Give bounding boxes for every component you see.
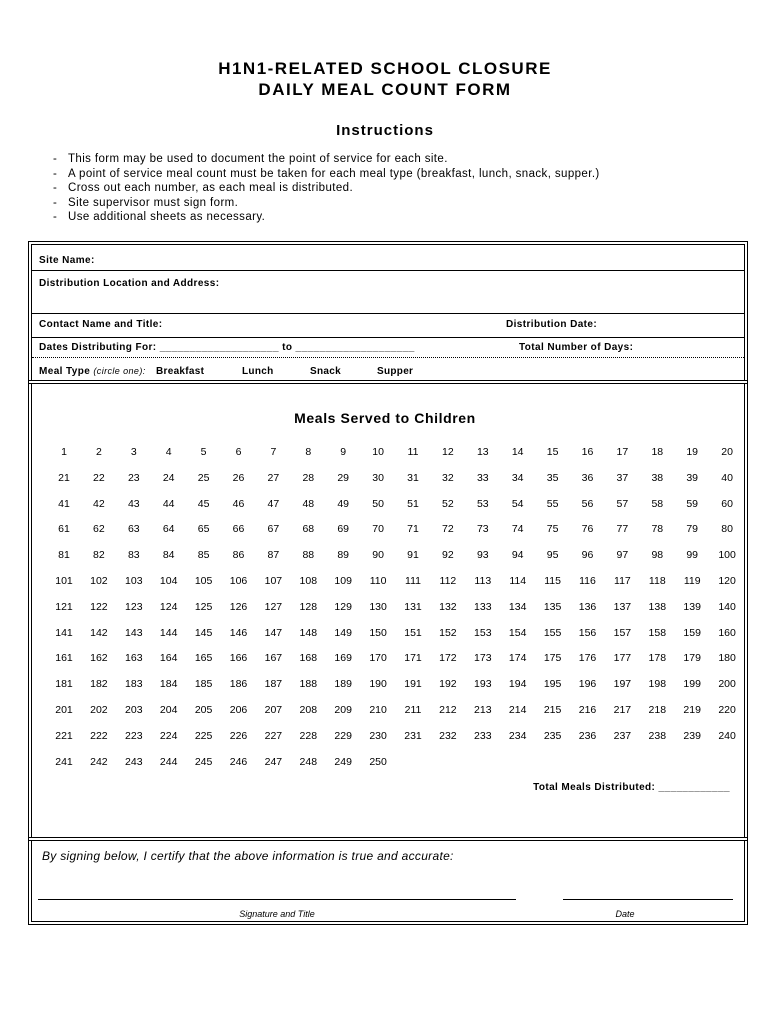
- meal-number[interactable]: 208: [299, 704, 318, 716]
- form-title-line1: H1N1-RELATED SCHOOL CLOSURE: [218, 59, 552, 78]
- meal-type-label: Meal Type (circle one):: [39, 366, 146, 377]
- meal-number[interactable]: 105: [194, 575, 213, 587]
- meal-number[interactable]: 121: [55, 600, 73, 613]
- meal-number[interactable]: 233: [474, 729, 492, 742]
- meal-number[interactable]: 200: [718, 678, 736, 691]
- meal-number[interactable]: 19: [686, 446, 699, 458]
- meal-number[interactable]: 242: [90, 755, 108, 768]
- meal-number[interactable]: 143: [125, 626, 143, 639]
- site-info-box: [31, 244, 745, 381]
- meal-number[interactable]: 51: [407, 497, 419, 510]
- meal-number[interactable]: 165: [194, 652, 213, 665]
- meal-number[interactable]: 151: [404, 626, 422, 639]
- meal-number[interactable]: 196: [578, 678, 597, 691]
- meal-number[interactable]: 102: [90, 575, 108, 587]
- meal-number[interactable]: 66: [232, 523, 245, 536]
- meal-number[interactable]: 78: [651, 523, 664, 536]
- meal-number[interactable]: 218: [648, 704, 667, 716]
- meal-number[interactable]: 142: [90, 626, 108, 639]
- meal-number[interactable]: 64: [162, 523, 175, 536]
- meal-number[interactable]: 248: [299, 755, 318, 768]
- meal-number[interactable]: 43: [127, 497, 140, 510]
- meal-number[interactable]: 213: [474, 704, 492, 716]
- meal-number[interactable]: 32: [442, 471, 454, 484]
- meal-number[interactable]: 140: [718, 600, 736, 613]
- meal-number[interactable]: 83: [127, 549, 140, 562]
- meal-number[interactable]: 238: [648, 729, 667, 742]
- meal-number[interactable]: 126: [229, 600, 248, 613]
- meal-number[interactable]: 215: [543, 704, 562, 716]
- meal-number[interactable]: 93: [476, 549, 489, 562]
- meal-number[interactable]: 223: [125, 729, 143, 742]
- meal-number[interactable]: 236: [578, 729, 597, 742]
- meal-number[interactable]: 137: [613, 600, 632, 613]
- meal-number[interactable]: 180: [718, 652, 736, 665]
- instructions-heading: Instructions: [336, 122, 434, 139]
- meal-number[interactable]: 99: [686, 549, 699, 562]
- meal-number[interactable]: 141: [55, 626, 73, 639]
- date-caption: Date: [615, 909, 635, 919]
- meals-heading: Meals Served to Children: [294, 410, 476, 426]
- meal-number[interactable]: 199: [683, 678, 701, 691]
- meal-number[interactable]: 220: [718, 704, 736, 716]
- meal-number[interactable]: 30: [372, 471, 384, 484]
- meal-number[interactable]: 68: [302, 523, 315, 536]
- meal-number[interactable]: 249: [334, 755, 352, 768]
- meal-number[interactable]: 90: [372, 549, 384, 562]
- meal-number[interactable]: 245: [194, 755, 213, 768]
- meal-number[interactable]: 72: [442, 523, 454, 536]
- meal-number[interactable]: 235: [543, 729, 562, 742]
- meal-number[interactable]: 12: [442, 446, 454, 458]
- meal-number[interactable]: 202: [90, 704, 108, 716]
- meal-number[interactable]: 87: [267, 549, 280, 562]
- meal-number[interactable]: 36: [581, 471, 594, 484]
- signature-line[interactable]: [38, 899, 516, 900]
- meal-number[interactable]: 127: [264, 600, 283, 613]
- meal-number[interactable]: 117: [614, 575, 631, 587]
- meal-number[interactable]: 37: [616, 471, 629, 484]
- meal-number[interactable]: 104: [159, 575, 178, 587]
- divider: [32, 337, 744, 338]
- meal-number[interactable]: 40: [721, 471, 733, 484]
- meal-number[interactable]: 207: [264, 704, 283, 716]
- meal-number[interactable]: 185: [194, 678, 213, 691]
- meal-number[interactable]: 65: [197, 523, 210, 536]
- location-field[interactable]: Distribution Location and Address:: [39, 278, 220, 289]
- instructions-list: [53, 152, 600, 225]
- meal-number[interactable]: 46: [232, 497, 245, 510]
- meal-number[interactable]: 168: [299, 652, 318, 665]
- meal-number[interactable]: 148: [299, 626, 318, 639]
- meal-number[interactable]: 82: [93, 549, 105, 562]
- meal-number[interactable]: 147: [264, 626, 283, 639]
- meal-number[interactable]: 3: [130, 446, 137, 458]
- instruction-item: - Cross out each number, as each meal is distributed.: [53, 182, 354, 194]
- meal-number[interactable]: 193: [474, 678, 492, 691]
- meal-number[interactable]: 153: [474, 626, 492, 639]
- meal-number[interactable]: 63: [127, 523, 140, 536]
- meal-number[interactable]: 11: [407, 446, 419, 458]
- meal-number[interactable]: 14: [511, 446, 524, 458]
- meal-number[interactable]: 114: [509, 575, 527, 587]
- meal-option-snack[interactable]: Snack: [310, 366, 341, 377]
- meal-number[interactable]: 111: [405, 575, 421, 587]
- meal-number[interactable]: 231: [404, 729, 422, 742]
- meal-number[interactable]: 205: [194, 704, 213, 716]
- meal-number[interactable]: 230: [369, 729, 387, 742]
- meal-number[interactable]: 10: [372, 446, 384, 458]
- meal-number[interactable]: 203: [125, 704, 143, 716]
- meal-number[interactable]: 110: [369, 575, 387, 587]
- meal-number[interactable]: 229: [334, 729, 352, 742]
- meal-number[interactable]: 77: [616, 523, 629, 536]
- meal-number[interactable]: 184: [159, 678, 178, 691]
- meal-number[interactable]: 39: [686, 471, 699, 484]
- meal-number[interactable]: 210: [369, 704, 387, 716]
- meal-number[interactable]: 159: [683, 626, 701, 639]
- meal-number[interactable]: 1: [61, 446, 67, 458]
- meal-number[interactable]: 166: [229, 652, 248, 665]
- meal-number[interactable]: 98: [651, 549, 664, 562]
- meal-number[interactable]: 167: [264, 652, 283, 665]
- meal-number[interactable]: 234: [508, 729, 527, 742]
- meal-number[interactable]: 135: [543, 600, 562, 613]
- meal-number[interactable]: 7: [270, 446, 277, 458]
- meal-number[interactable]: 150: [369, 626, 387, 639]
- meal-number[interactable]: 15: [546, 446, 559, 458]
- meal-number[interactable]: 134: [508, 600, 527, 613]
- meal-number[interactable]: 54: [511, 497, 524, 510]
- meal-number[interactable]: 95: [546, 549, 559, 562]
- meal-number[interactable]: 212: [439, 704, 457, 716]
- meal-number[interactable]: 69: [337, 523, 350, 536]
- meal-number[interactable]: 175: [543, 652, 562, 665]
- meal-number[interactable]: 45: [197, 497, 210, 510]
- meal-number[interactable]: 74: [511, 523, 524, 536]
- meal-number[interactable]: 211: [404, 704, 422, 716]
- meal-number[interactable]: 183: [125, 678, 143, 691]
- divider: [32, 270, 744, 271]
- meal-option-lunch[interactable]: Lunch: [242, 366, 274, 377]
- meal-number[interactable]: 124: [159, 600, 178, 613]
- meal-number[interactable]: 112: [439, 575, 457, 587]
- meal-number[interactable]: 59: [686, 497, 699, 510]
- meal-number[interactable]: 71: [407, 523, 419, 536]
- meal-number[interactable]: 174: [508, 652, 527, 665]
- meal-number[interactable]: 170: [369, 652, 387, 665]
- meal-number[interactable]: 53: [476, 497, 489, 510]
- meal-option-breakfast[interactable]: Breakfast: [156, 366, 205, 377]
- meal-number[interactable]: 227: [264, 729, 283, 742]
- meal-number[interactable]: 118: [648, 575, 666, 587]
- meal-number[interactable]: 94: [511, 549, 524, 562]
- meal-number[interactable]: 76: [581, 523, 594, 536]
- meal-number[interactable]: 108: [299, 575, 318, 587]
- meal-number[interactable]: 217: [613, 704, 632, 716]
- meal-number[interactable]: 33: [476, 471, 489, 484]
- meal-number[interactable]: 38: [651, 471, 664, 484]
- divider: [32, 313, 744, 314]
- form-title-line2: DAILY MEAL COUNT FORM: [258, 80, 512, 99]
- meal-number[interactable]: 28: [302, 471, 315, 484]
- meal-number[interactable]: 144: [159, 626, 178, 639]
- meal-number[interactable]: 58: [651, 497, 664, 510]
- meal-number[interactable]: 197: [613, 678, 632, 691]
- meal-number[interactable]: 162: [90, 652, 108, 665]
- meal-number[interactable]: 8: [305, 446, 312, 458]
- meal-number[interactable]: 198: [648, 678, 667, 691]
- meal-number[interactable]: 120: [718, 575, 736, 587]
- meal-number[interactable]: 133: [474, 600, 492, 613]
- meal-number[interactable]: 192: [439, 678, 457, 691]
- meal-number[interactable]: 204: [159, 704, 178, 716]
- meal-number[interactable]: 73: [476, 523, 489, 536]
- meal-number[interactable]: 16: [581, 446, 594, 458]
- meal-number[interactable]: 115: [544, 575, 561, 587]
- meal-number[interactable]: 228: [299, 729, 318, 742]
- meal-number[interactable]: 158: [648, 626, 667, 639]
- certification-statement: By signing below, I certify that the above information is true and accurate:: [42, 849, 454, 863]
- meal-number[interactable]: 107: [264, 575, 283, 587]
- meal-number[interactable]: 13: [476, 446, 489, 458]
- meal-number[interactable]: 177: [613, 652, 632, 665]
- meal-number[interactable]: 75: [546, 523, 559, 536]
- meal-number[interactable]: 101: [55, 575, 73, 587]
- meal-number[interactable]: 154: [508, 626, 527, 639]
- meal-number[interactable]: 176: [578, 652, 597, 665]
- meal-number[interactable]: 35: [546, 471, 559, 484]
- meal-number[interactable]: 9: [340, 446, 347, 458]
- meal-number[interactable]: 42: [93, 497, 105, 510]
- meal-number[interactable]: 172: [439, 652, 457, 665]
- meal-number[interactable]: 81: [58, 549, 70, 562]
- meal-number[interactable]: 57: [616, 497, 629, 510]
- meal-number[interactable]: 84: [162, 549, 175, 562]
- instruction-item: - Use additional sheets as necessary.: [53, 211, 266, 223]
- meal-number[interactable]: 23: [127, 471, 140, 484]
- meal-number[interactable]: 113: [474, 575, 492, 587]
- meal-number[interactable]: 136: [578, 600, 597, 613]
- meal-number[interactable]: 247: [264, 755, 283, 768]
- meal-number[interactable]: 70: [372, 523, 384, 536]
- meal-option-supper[interactable]: Supper: [377, 366, 414, 377]
- meal-number[interactable]: 18: [651, 446, 664, 458]
- meal-number[interactable]: 188: [299, 678, 318, 691]
- meal-number[interactable]: 100: [718, 549, 736, 562]
- meal-number[interactable]: 62: [93, 523, 105, 536]
- meal-number[interactable]: 250: [369, 755, 387, 768]
- site-name-field[interactable]: Site Name:: [39, 255, 95, 266]
- meal-number[interactable]: 138: [648, 600, 667, 613]
- meal-number[interactable]: 244: [159, 755, 178, 768]
- meal-number[interactable]: 178: [648, 652, 667, 665]
- meal-number[interactable]: 132: [439, 600, 457, 613]
- meal-number[interactable]: 48: [302, 497, 315, 510]
- meal-number[interactable]: 79: [686, 523, 699, 536]
- meal-number[interactable]: 116: [579, 575, 596, 587]
- meal-number[interactable]: 239: [683, 729, 701, 742]
- meal-number[interactable]: 222: [90, 729, 108, 742]
- meal-number[interactable]: 125: [194, 600, 213, 613]
- meal-number[interactable]: 214: [508, 704, 527, 716]
- meal-number[interactable]: 164: [159, 652, 178, 665]
- meal-number[interactable]: 4: [165, 446, 172, 458]
- meal-number[interactable]: 189: [334, 678, 352, 691]
- meal-number[interactable]: 5: [200, 446, 207, 458]
- meal-number[interactable]: 29: [337, 471, 350, 484]
- meal-number[interactable]: 128: [299, 600, 318, 613]
- meal-number[interactable]: 190: [369, 678, 387, 691]
- meal-number[interactable]: 97: [616, 549, 629, 562]
- meal-number[interactable]: 56: [581, 497, 594, 510]
- meal-number[interactable]: 61: [58, 523, 70, 536]
- meal-number[interactable]: 49: [337, 497, 350, 510]
- meal-number[interactable]: 221: [55, 729, 73, 742]
- meal-number[interactable]: 80: [721, 523, 733, 536]
- meal-number[interactable]: 206: [229, 704, 248, 716]
- meal-number[interactable]: 119: [683, 575, 701, 587]
- meal-number[interactable]: 109: [334, 575, 352, 587]
- meal-number[interactable]: 6: [235, 446, 242, 458]
- meal-number[interactable]: 25: [197, 471, 210, 484]
- meal-number[interactable]: 225: [194, 729, 213, 742]
- meal-number[interactable]: 169: [334, 652, 352, 665]
- instruction-item: - A point of service meal count must be taken for each meal type (breakfast, lunch, snack, supper.): [53, 167, 600, 180]
- total-meals-field[interactable]: Total Meals Distributed: ____________: [533, 782, 730, 793]
- meal-number[interactable]: 195: [543, 678, 562, 691]
- meal-number[interactable]: 85: [197, 549, 210, 562]
- meal-number[interactable]: 155: [543, 626, 562, 639]
- meal-number[interactable]: 219: [683, 704, 701, 716]
- meal-number[interactable]: 191: [404, 678, 422, 691]
- meal-number[interactable]: 186: [229, 678, 248, 691]
- meal-number[interactable]: 26: [232, 471, 245, 484]
- meal-number[interactable]: 17: [616, 446, 629, 458]
- meal-number[interactable]: 194: [508, 678, 527, 691]
- meal-number[interactable]: 21: [58, 471, 70, 484]
- meal-number[interactable]: 171: [404, 652, 422, 665]
- meal-number[interactable]: 103: [125, 575, 143, 587]
- meal-number[interactable]: 173: [474, 652, 492, 665]
- meal-number[interactable]: 27: [267, 471, 280, 484]
- meal-number[interactable]: 224: [159, 729, 178, 742]
- meal-number[interactable]: 86: [232, 549, 245, 562]
- meal-number[interactable]: 237: [613, 729, 632, 742]
- total-days-field[interactable]: Total Number of Days:: [519, 342, 634, 353]
- distribution-date-field[interactable]: Distribution Date:: [506, 319, 598, 330]
- meal-number[interactable]: 89: [337, 549, 350, 562]
- meal-number[interactable]: 130: [369, 600, 387, 613]
- meal-number[interactable]: 152: [439, 626, 457, 639]
- meal-number[interactable]: 55: [546, 497, 559, 510]
- meal-number[interactable]: 161: [55, 652, 73, 665]
- meal-number[interactable]: 106: [229, 575, 248, 587]
- signature-caption: Signature and Title: [239, 909, 315, 919]
- meal-number[interactable]: 201: [55, 704, 73, 716]
- meal-number[interactable]: 226: [229, 729, 248, 742]
- meal-number[interactable]: 179: [683, 652, 701, 665]
- meal-number[interactable]: 60: [721, 497, 733, 510]
- meal-number[interactable]: 24: [162, 471, 175, 484]
- meal-number[interactable]: 91: [407, 549, 419, 562]
- divider: [32, 357, 744, 358]
- meal-number[interactable]: 44: [162, 497, 175, 510]
- meal-number[interactable]: 139: [683, 600, 701, 613]
- meal-number[interactable]: 34: [511, 471, 524, 484]
- meal-number[interactable]: 31: [407, 471, 419, 484]
- meal-number[interactable]: 246: [229, 755, 248, 768]
- meal-number[interactable]: 145: [194, 626, 213, 639]
- meal-number[interactable]: 163: [125, 652, 143, 665]
- meal-number[interactable]: 96: [581, 549, 594, 562]
- meal-number[interactable]: 67: [267, 523, 280, 536]
- meal-number[interactable]: 157: [613, 626, 632, 639]
- meal-number[interactable]: 160: [718, 626, 736, 639]
- meal-number[interactable]: 146: [229, 626, 248, 639]
- meal-number[interactable]: 241: [55, 755, 73, 768]
- meal-number[interactable]: 129: [334, 600, 352, 613]
- meal-number[interactable]: 20: [721, 446, 733, 458]
- meal-number[interactable]: 41: [58, 497, 70, 510]
- meal-number[interactable]: 88: [302, 549, 315, 562]
- meal-number[interactable]: 232: [439, 729, 457, 742]
- contact-field[interactable]: Contact Name and Title:: [39, 319, 163, 330]
- meal-number[interactable]: 47: [267, 497, 280, 510]
- meal-number[interactable]: 22: [93, 471, 105, 484]
- meal-number[interactable]: 243: [125, 755, 143, 768]
- instruction-item: - Site supervisor must sign form.: [53, 196, 239, 209]
- meal-number[interactable]: 156: [578, 626, 597, 639]
- meal-number[interactable]: 182: [90, 678, 108, 691]
- meal-number[interactable]: 187: [264, 678, 283, 691]
- meal-number[interactable]: 123: [125, 600, 143, 613]
- meal-number[interactable]: 240: [718, 729, 736, 742]
- meal-number[interactable]: 122: [90, 600, 108, 613]
- meal-number[interactable]: 131: [404, 600, 422, 613]
- meal-number[interactable]: 50: [372, 497, 384, 510]
- meal-number[interactable]: 92: [442, 549, 454, 562]
- dates-distributing-field[interactable]: Dates Distributing For: ____________________ to ____________________: [39, 342, 415, 353]
- meal-number[interactable]: 216: [578, 704, 597, 716]
- meal-number[interactable]: 52: [442, 497, 454, 510]
- meal-number[interactable]: 2: [95, 446, 102, 458]
- meal-number[interactable]: 181: [55, 678, 73, 691]
- instruction-item: - This form may be used to document the point of service for each site.: [53, 153, 448, 165]
- meal-number[interactable]: 149: [334, 626, 352, 639]
- date-line[interactable]: [563, 899, 733, 900]
- meal-number[interactable]: 209: [334, 704, 352, 716]
